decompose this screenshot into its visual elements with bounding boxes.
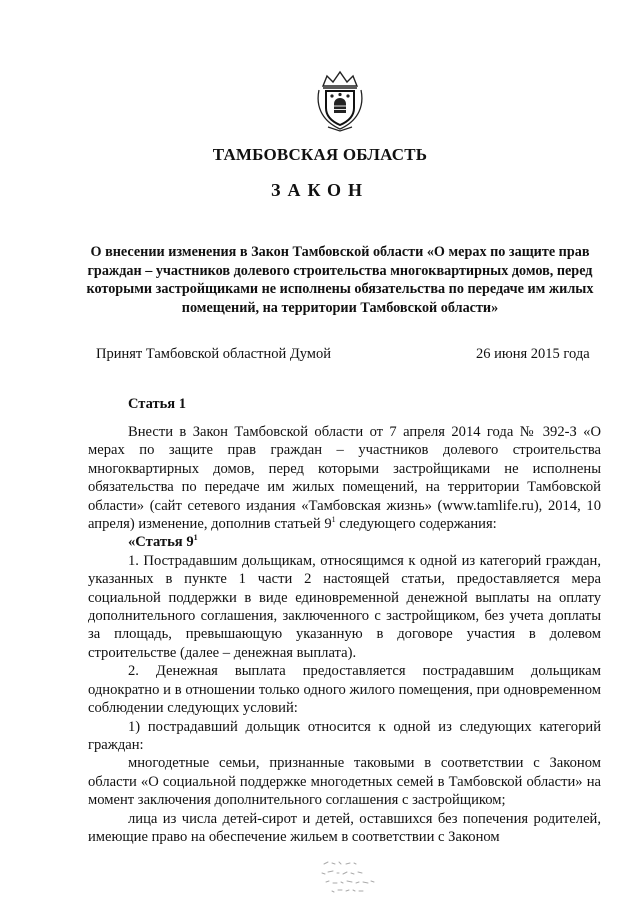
paragraph-4: многодетные семьи, признанные таковыми в соответствии с Законом области «О социальной поддержке многодетных семей в Тамбовской области» на момент заключения дополнительного соглашения с застройщиком; [88, 755, 601, 809]
paragraph-2: 2. Денежная выплата предоставляется пострадавшим дольщикам однократно и в отношении только одного жилого помещения, при одновременном соблюдении следующих условий: [88, 663, 601, 717]
article-intro: Внести в Закон Тамбовской области от 7 апреля 2014 года № 392-З «О мерах по защите прав граждан – участников долевого строительства многоквартирных домов, перед которыми застройщиками не исполнены обязательства по передаче им жилых помещений, на территории Тамбовской области» (сайт сетевого издания «Тамбовская жизнь» (www.tamlife.ru), 2014, 10 апреля) изменение, дополнив статьей $9^1$ следующего содержания: [88, 424, 601, 533]
region-name: ТАМБОВСКАЯ ОБЛАСТЬ [212, 145, 428, 164]
adopted-by: Принят Тамбовской областной Думой [96, 346, 331, 362]
paragraph-1: 1. Пострадавшим дольщикам, относящимся к одной из категорий граждан, указанных в пункте 1 части 2 настоящей статьи, предоставляется мера социальной поддержки в виде единовременной денежной выплаты на оплату дополнительного соглашения, заключенного с застройщиком, без учета доплаты за площадь, превышающую указанную в договоре участия в долевом строительстве (далее – денежная выплата). [88, 552, 601, 661]
article-body [88, 423, 601, 846]
paragraph-5: лица из числа детей-сирот и детей, оставшихся без попечения родителей, имеющие право на обеспечение жильем в соответствии с Законом [88, 810, 601, 845]
article-heading: Статья 1 [128, 396, 186, 412]
law-title: О внесении изменения в Закон Тамбовской области «О мерах по защите прав граждан – участников долевого строительства многоквартирных домов, перед которыми застройщиками не исполнены обязательства по передаче им жилых помещений, на территории Тамбовской области» [86, 244, 594, 316]
adoption-date: 26 июня 2015 года [476, 346, 590, 362]
tambov-coat-of-arms-icon [314, 70, 366, 132]
stamp-mark-icon [318, 858, 380, 898]
paragraph-3: 1) пострадавший дольщик относится к одной из следующих категорий граждан: [88, 718, 601, 753]
new-article-heading: «Статья $9^1$ [128, 533, 198, 551]
document-type: ЗАКОН [270, 180, 370, 200]
